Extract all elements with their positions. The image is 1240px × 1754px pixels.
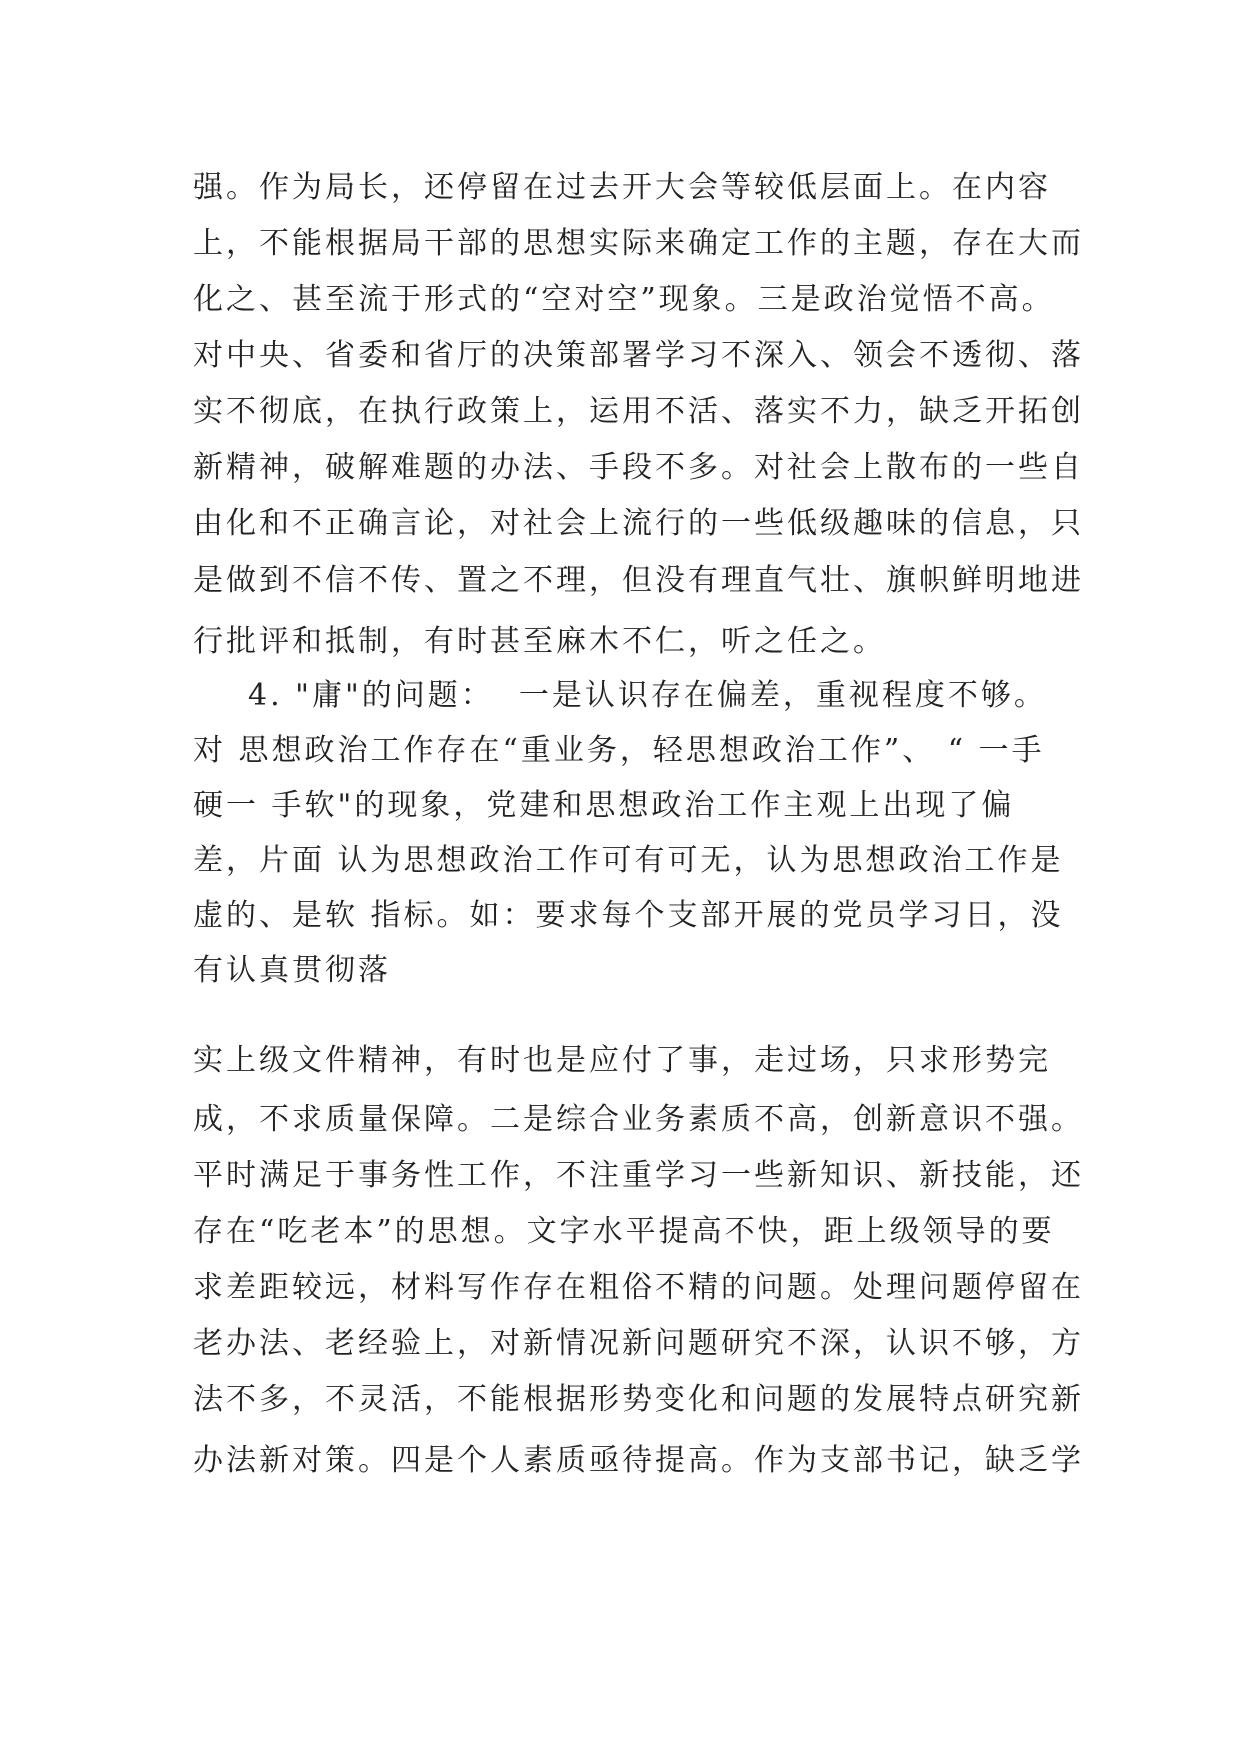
text-line: 强。作为局长，还停留在过去开大会等较低层面上。在内容	[193, 170, 1051, 205]
text-line: 由化和不正确言论，对社会上流行的一些低级趣味的信息，只	[193, 506, 1084, 541]
text-line: 硬一 手软"的现象，党建和思想政治工作主观上出现了偏	[193, 788, 1015, 823]
text-line: 平时满足于事务性工作，不注重学习一些新知识、新技能，还	[193, 1158, 1084, 1193]
text-line: 实不彻底，在执行政策上，运用不活、落实不力，缺乏开拓创	[193, 394, 1084, 429]
text-line: 化之、甚至流于形式的“空对空”现象。三是政治觉悟不高。	[193, 282, 1055, 317]
text-line: 实上级文件精神，有时也是应付了事，走过场，只求形势完	[193, 1043, 1051, 1078]
section-heading: 4. "庸"的问题： 一是认识存在偏差，重视程度不够。	[248, 678, 1047, 713]
text-line: 法不多，不灵活，不能根据形势变化和问题的发展特点研究新	[193, 1382, 1084, 1417]
text-line: 差，片面 认为思想政治工作可有可无，认为思想政治工作是	[193, 843, 1064, 878]
text-line: 是做到不信不传、置之不理，但没有理直气壮、旗帜鲜明地进	[193, 563, 1084, 598]
text-line: 老办法、老经验上，对新情况新问题研究不深，认识不够，方	[193, 1326, 1084, 1361]
text-line: 虚的、是软 指标。如：要求每个支部开展的党员学习日，没	[193, 898, 1064, 933]
text-line: 成，不求质量保障。二是综合业务素质不高，创新意识不强。	[193, 1102, 1084, 1137]
text-line: 对 思想政治工作存在“重业务，轻思想政治工作”、 “ 一手	[193, 733, 1045, 768]
text-line: 新精神，破解难题的办法、手段不多。对社会上散布的一些自	[193, 450, 1084, 485]
text-line: 有认真贯彻落	[193, 953, 391, 988]
text-line: 存在“吃老本”的思想。文字水平提高不快，距上级领导的要	[193, 1214, 1055, 1249]
text-line: 办法新对策。四是个人素质亟待提高。作为支部书记，缺乏学	[193, 1443, 1084, 1478]
text-line: 上，不能根据局干部的思想实际来确定工作的主题，存在大而	[193, 226, 1084, 261]
text-line: 对中央、省委和省厅的决策部署学习不深入、领会不透彻、落	[193, 338, 1084, 373]
text-line: 求差距较远，材料写作存在粗俗不精的问题。处理问题停留在	[193, 1270, 1084, 1305]
text-line: 行批评和抵制，有时甚至麻木不仁，听之任之。	[193, 624, 886, 659]
